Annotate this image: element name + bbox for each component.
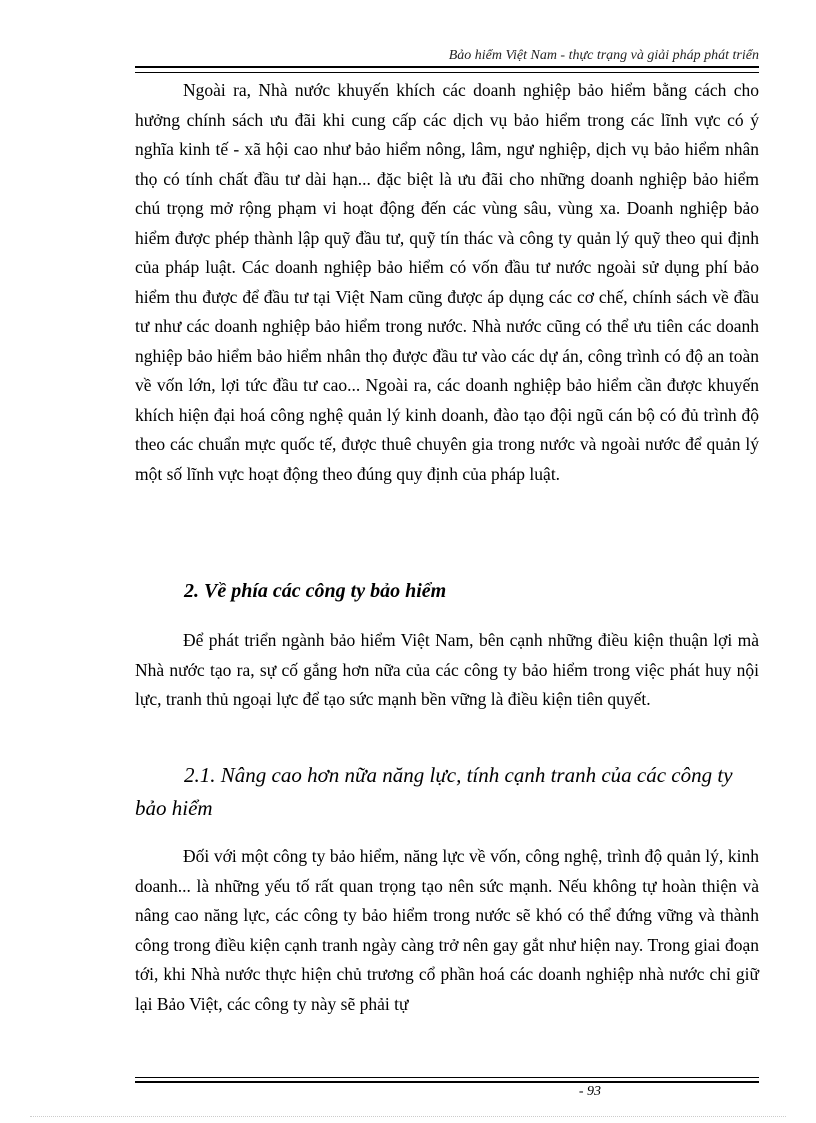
paragraph-incentives: Ngoài ra, Nhà nước khuyến khích các doanh nghiệp bảo hiểm bằng cách cho hưởng chính sách ưu đãi khi cung cấp các dịch vụ bảo hiểm trong các lĩnh vực có ý nghĩa kinh tế - xã hội cao như bảo hiểm nông, lâm, ngư nghiệp, dịch vụ bảo hiểm nhân thọ có tính chất đầu tư dài hạn... đặc biệt là ưu đãi cho những doanh nghiệp bảo hiểm chú trọng mở rộng phạm vi hoạt động đến các vùng sâu, vùng xa. Doanh nghiệp bảo hiểm được phép thành lập quỹ đầu tư, quỹ tín thác và công ty quản lý quỹ theo qui định của pháp luật. Các doanh nghiệp bảo hiểm có vốn đầu tư nước ngoài sử dụng phí bảo hiểm thu được để đầu tư tại Việt Nam cũng được áp dụng các cơ chế, chính sách về đầu tư như các doanh nghiệp bảo hiểm trong nước. Nhà nước cũng có thể ưu tiên các doanh nghiệp bảo hiểm bảo hiểm nhân thọ được đầu tư vào các dự án, công trình có độ an toàn về vốn lớn, lợi tức đầu tư cao... Ngoài ra, các doanh nghiệp bảo hiểm cần được khuyến khích hiện đại hoá công nghệ quản lý kinh doanh, đào tạo đội ngũ cán bộ có đủ trình độ theo các chuẩn mực quốc tế, được thuê chuyên gia trong nước và ngoài nước để quản lý một số lĩnh vực hoạt động theo đúng quy định của pháp luật.	[135, 80, 759, 484]
page-number: - 93	[578, 1084, 601, 1099]
subsection-heading: 2.1. Nâng cao hơn nữa năng lực, tính cạnh tranh của các công ty bảo hiểm	[135, 763, 733, 820]
page-edge-divider	[30, 1116, 786, 1117]
paragraph-intro: Để phát triển ngành bảo hiểm Việt Nam, bên cạnh những điều kiện thuận lợi mà Nhà nước tạo ra, sự cố gắng hơn nữa của các công ty bảo hiểm trong việc phát huy nội lực, tranh thủ ngoại lực để tạo sức mạnh bền vững là điều kiện tiên quyết.	[135, 630, 759, 709]
paragraph-capacity: Đối với một công ty bảo hiểm, năng lực về vốn, công nghệ, trình độ quản lý, kinh doanh... là những yếu tố rất quan trọng tạo nên sức mạnh. Nếu không tự hoàn thiện và nâng cao năng lực, các công ty bảo hiểm trong nước sẽ khó có thể đứng vững và thành công trong điều kiện cạnh tranh ngày càng trở nên gay gắt như hiện nay. Trong giai đoạn tới, khi Nhà nước thực hiện chủ trương cổ phần hoá các doanh nghiệp nhà nước chỉ giữ lại Bảo Việt, các công ty này sẽ phải tự	[135, 846, 759, 1014]
footer-rule	[135, 1077, 759, 1083]
header-rule	[135, 66, 759, 73]
running-header: Bảo hiểm Việt Nam - thực trạng và giải pháp phát triển	[448, 48, 759, 63]
section-heading: 2. Về phía các công ty bảo hiểm	[184, 580, 447, 602]
